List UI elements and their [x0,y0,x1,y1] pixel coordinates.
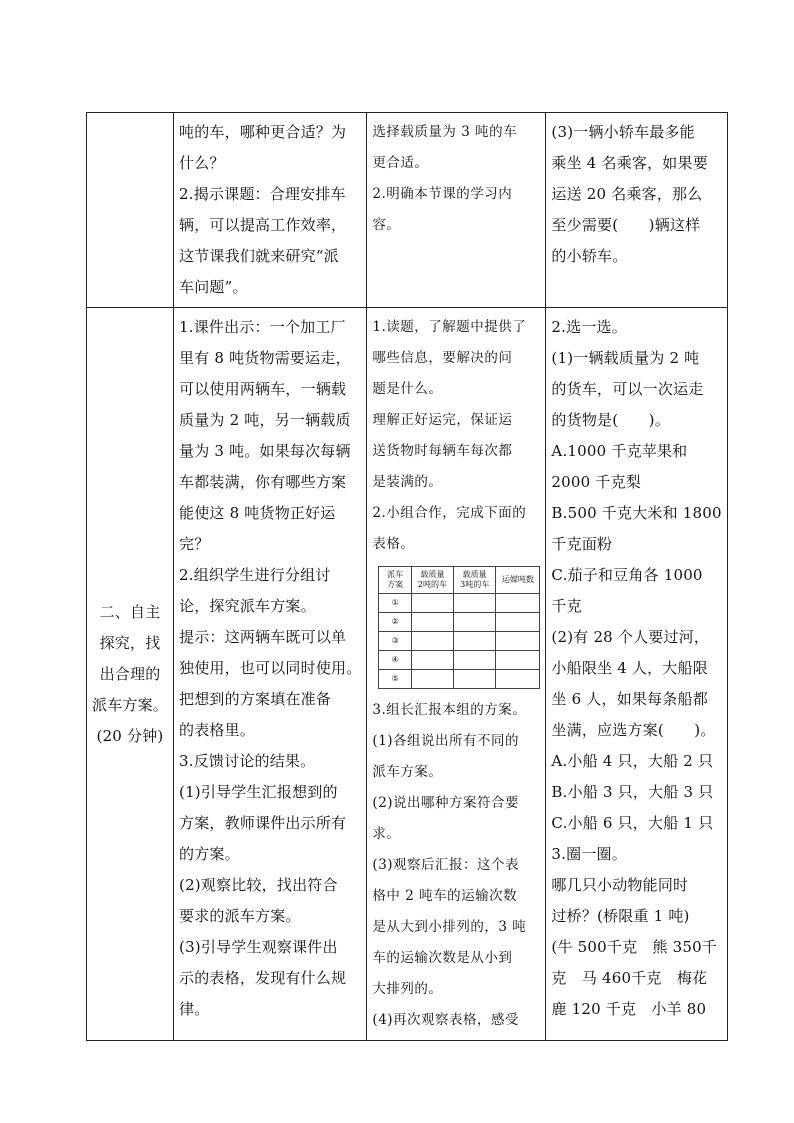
text-line: 1.读题，了解题中提供了 [372,319,527,335]
text-line: 3.圈一圈。 [551,845,627,863]
text-line: 辆，可以提高工作效率， [179,216,347,234]
text-line: 更合适。 [372,155,429,171]
text-line: 的小轿车。 [551,247,628,265]
table-row [379,651,540,670]
text-line: 要求的派车方案。 [179,907,301,925]
text-line: B.500 千克大米和 1800 [551,504,722,522]
student-activity-cell [367,113,546,308]
text-line: 小船限坐 4 人，大船限 [551,659,708,677]
text-line: 坐满，应选方案( )。 [551,721,716,739]
text-line: (1)一辆载质量为 2 吨 [551,349,700,367]
text-line: 3.组长汇报本组的方案。 [372,702,527,718]
text-line: 送货物时每辆车每次都 [372,443,513,459]
lesson-plan-table [86,112,728,1041]
table-cell [411,594,453,613]
text-line: 车的运输次数是从小到 [372,950,513,966]
text-line: 理解正好运完，保证运 [372,412,513,428]
text-line: 2.揭示课题：合理安排车 [179,185,346,203]
table-row [87,308,728,1041]
stage-line: 出合理的 [99,664,161,683]
text-line: 这节课我们就来研究“派 [179,247,339,265]
text-line: (牛 500千克 熊 350千 [551,938,718,956]
plan-number: ② [379,613,411,632]
text-line: 律。 [179,1000,210,1018]
table-cell [496,670,540,689]
dispatch-plan-table [378,566,540,689]
text-line: 运送 20 名乘客，那么 [551,185,703,203]
text-line: 车都装满，你有哪些方案 [179,473,347,491]
text-line: 2.组织学生进行分组讨 [179,566,331,584]
text-line: 过桥？(桥限重 1 吨) [551,907,690,925]
text-line: 独使用，也可以同时使用。 [179,659,362,677]
table-cell [454,594,496,613]
text-line: 的表格里。 [179,721,256,739]
text-line: (3)引导学生观察课件出 [179,938,338,956]
text-line: 吨的车，哪种更合适？为 [179,123,347,141]
text-line: 容。 [372,217,401,233]
text-line: 格中 2 吨车的运输次数 [372,888,518,904]
table-row [87,113,728,308]
plan-number: ① [379,594,411,613]
column-header: 载质量 2吨的车 [411,567,453,594]
table-cell [454,670,496,689]
text-line: A.小船 4 只，大船 2 只 [551,752,714,770]
table-cell [411,632,453,651]
text-line: 乘坐 4 名乘客，如果要 [551,154,708,172]
text-line: 派车方案。 [372,764,443,780]
column-header: 运媒吨数 [496,567,540,594]
exercise-cell [546,113,727,308]
stage-line: (20 分钟) [96,726,164,745]
text-line: 的货车，可以一次运走 [551,380,704,398]
text-line: 是从大到小排列的，3 吨 [372,919,527,935]
table-header-row [379,567,540,594]
text-line: 千克 [551,597,582,615]
plan-number: ③ [379,632,411,651]
text-line: 哪几只小动物能同时 [551,876,689,894]
text-line: (1)引导学生汇报想到的 [179,783,338,801]
table-cell [496,632,540,651]
table-row [379,594,540,613]
text-line: 论，探究派车方案。 [179,597,316,615]
text-line: 示的表格，发现有什么规 [179,969,347,987]
text-line: (3)一辆小轿车最多能 [551,123,695,141]
table-cell [496,651,540,670]
stage-line: 派车方案。 [92,695,169,714]
text-line: 方案，教师课件出示所有 [179,814,347,832]
text-line: (1)各组说出所有不同的 [372,733,520,749]
table-cell [454,651,496,670]
text-line: 2.选一选。 [551,318,627,336]
text-line: (2)说出哪种方案符合要 [372,795,520,811]
text-line: 表格。 [372,536,415,552]
text-line: 坐 6 人，如果每条船都 [551,690,708,708]
stage-cell [87,308,174,1041]
text-line: 的货物是( )。 [551,411,670,429]
table-cell [454,632,496,651]
text-line: 题是什么。 [372,381,443,397]
text-line: 大排列的。 [372,981,443,997]
stage-cell-empty [87,113,174,308]
text-line: 质量为 2 吨，另一辆载质 [179,411,351,429]
text-line: 的方案。 [179,845,240,863]
text-line: 2.明确本节课的学习内 [372,186,513,202]
text-line: 提示：这两辆车既可以单 [179,628,347,646]
table-cell [496,613,540,632]
text-line: 2000 千克梨 [551,473,641,491]
text-line: 哪些信息，要解决的问 [372,350,513,366]
text-line: C.小船 6 只，大船 1 只 [551,814,714,832]
plan-number: ④ [379,651,411,670]
text-line: 完？ [179,535,210,553]
table-cell [496,594,540,613]
text-line: 3.反馈讨论的结果。 [179,752,316,770]
table-cell [411,651,453,670]
text-line: A.1000 千克苹果和 [551,442,688,460]
text-line: 是装满的。 [372,474,443,490]
table-row [379,613,540,632]
text-line: 选择载质量为 3 吨的车 [372,124,518,140]
table-cell [454,613,496,632]
text-line: 量为 3 吨。如果每次每辆 [179,442,351,460]
table-row [379,632,540,651]
plan-number: ⑤ [379,670,411,689]
text-line: 什么？ [179,154,225,172]
text-line: (2)有 28 个人要过河， [551,628,710,646]
text-line: C.茄子和豆角各 1000 [551,566,703,584]
text-line: 能使这 8 吨货物正好运 [179,504,336,522]
text-line: 鹿 120 千克 小羊 80 [551,1000,707,1018]
student-activity-cell [367,308,546,1041]
text-line: 里有 8 吨货物需要运走， [179,349,351,367]
teacher-activity-cell [174,308,367,1041]
text-line: (2)观察比较，找出符合 [179,876,338,894]
column-header: 派车 方案 [379,567,411,594]
text-line: 克 马 460千克 梅花 [551,969,708,987]
teacher-activity-cell [174,113,367,308]
text-line: 千克面粉 [551,535,613,553]
exercise-cell [546,308,727,1041]
stage-line: 二、自主 [99,602,161,621]
text-line: 1.课件出示：一个加工厂 [179,318,346,336]
text-line: 至少需要( )辆这样 [551,216,701,234]
table-cell [411,670,453,689]
text-line: B.小船 3 只，大船 3 只 [551,783,714,801]
text-line: (3)观察后汇报：这个表 [372,857,520,873]
text-line: (4)再次观察表格，感受 [372,1012,520,1028]
text-line: 求。 [372,826,401,842]
text-line: 把想到的方案填在准备 [179,690,332,708]
table-cell [411,613,453,632]
text-line: 2.小组合作，完成下面的 [372,505,527,521]
table-row [379,670,540,689]
text-line: 可以使用两辆车，一辆载 [179,380,347,398]
column-header: 载质量 3吨的车 [454,567,496,594]
text-line: 车问题”。 [179,278,248,296]
stage-line: 探究，找 [99,633,161,652]
